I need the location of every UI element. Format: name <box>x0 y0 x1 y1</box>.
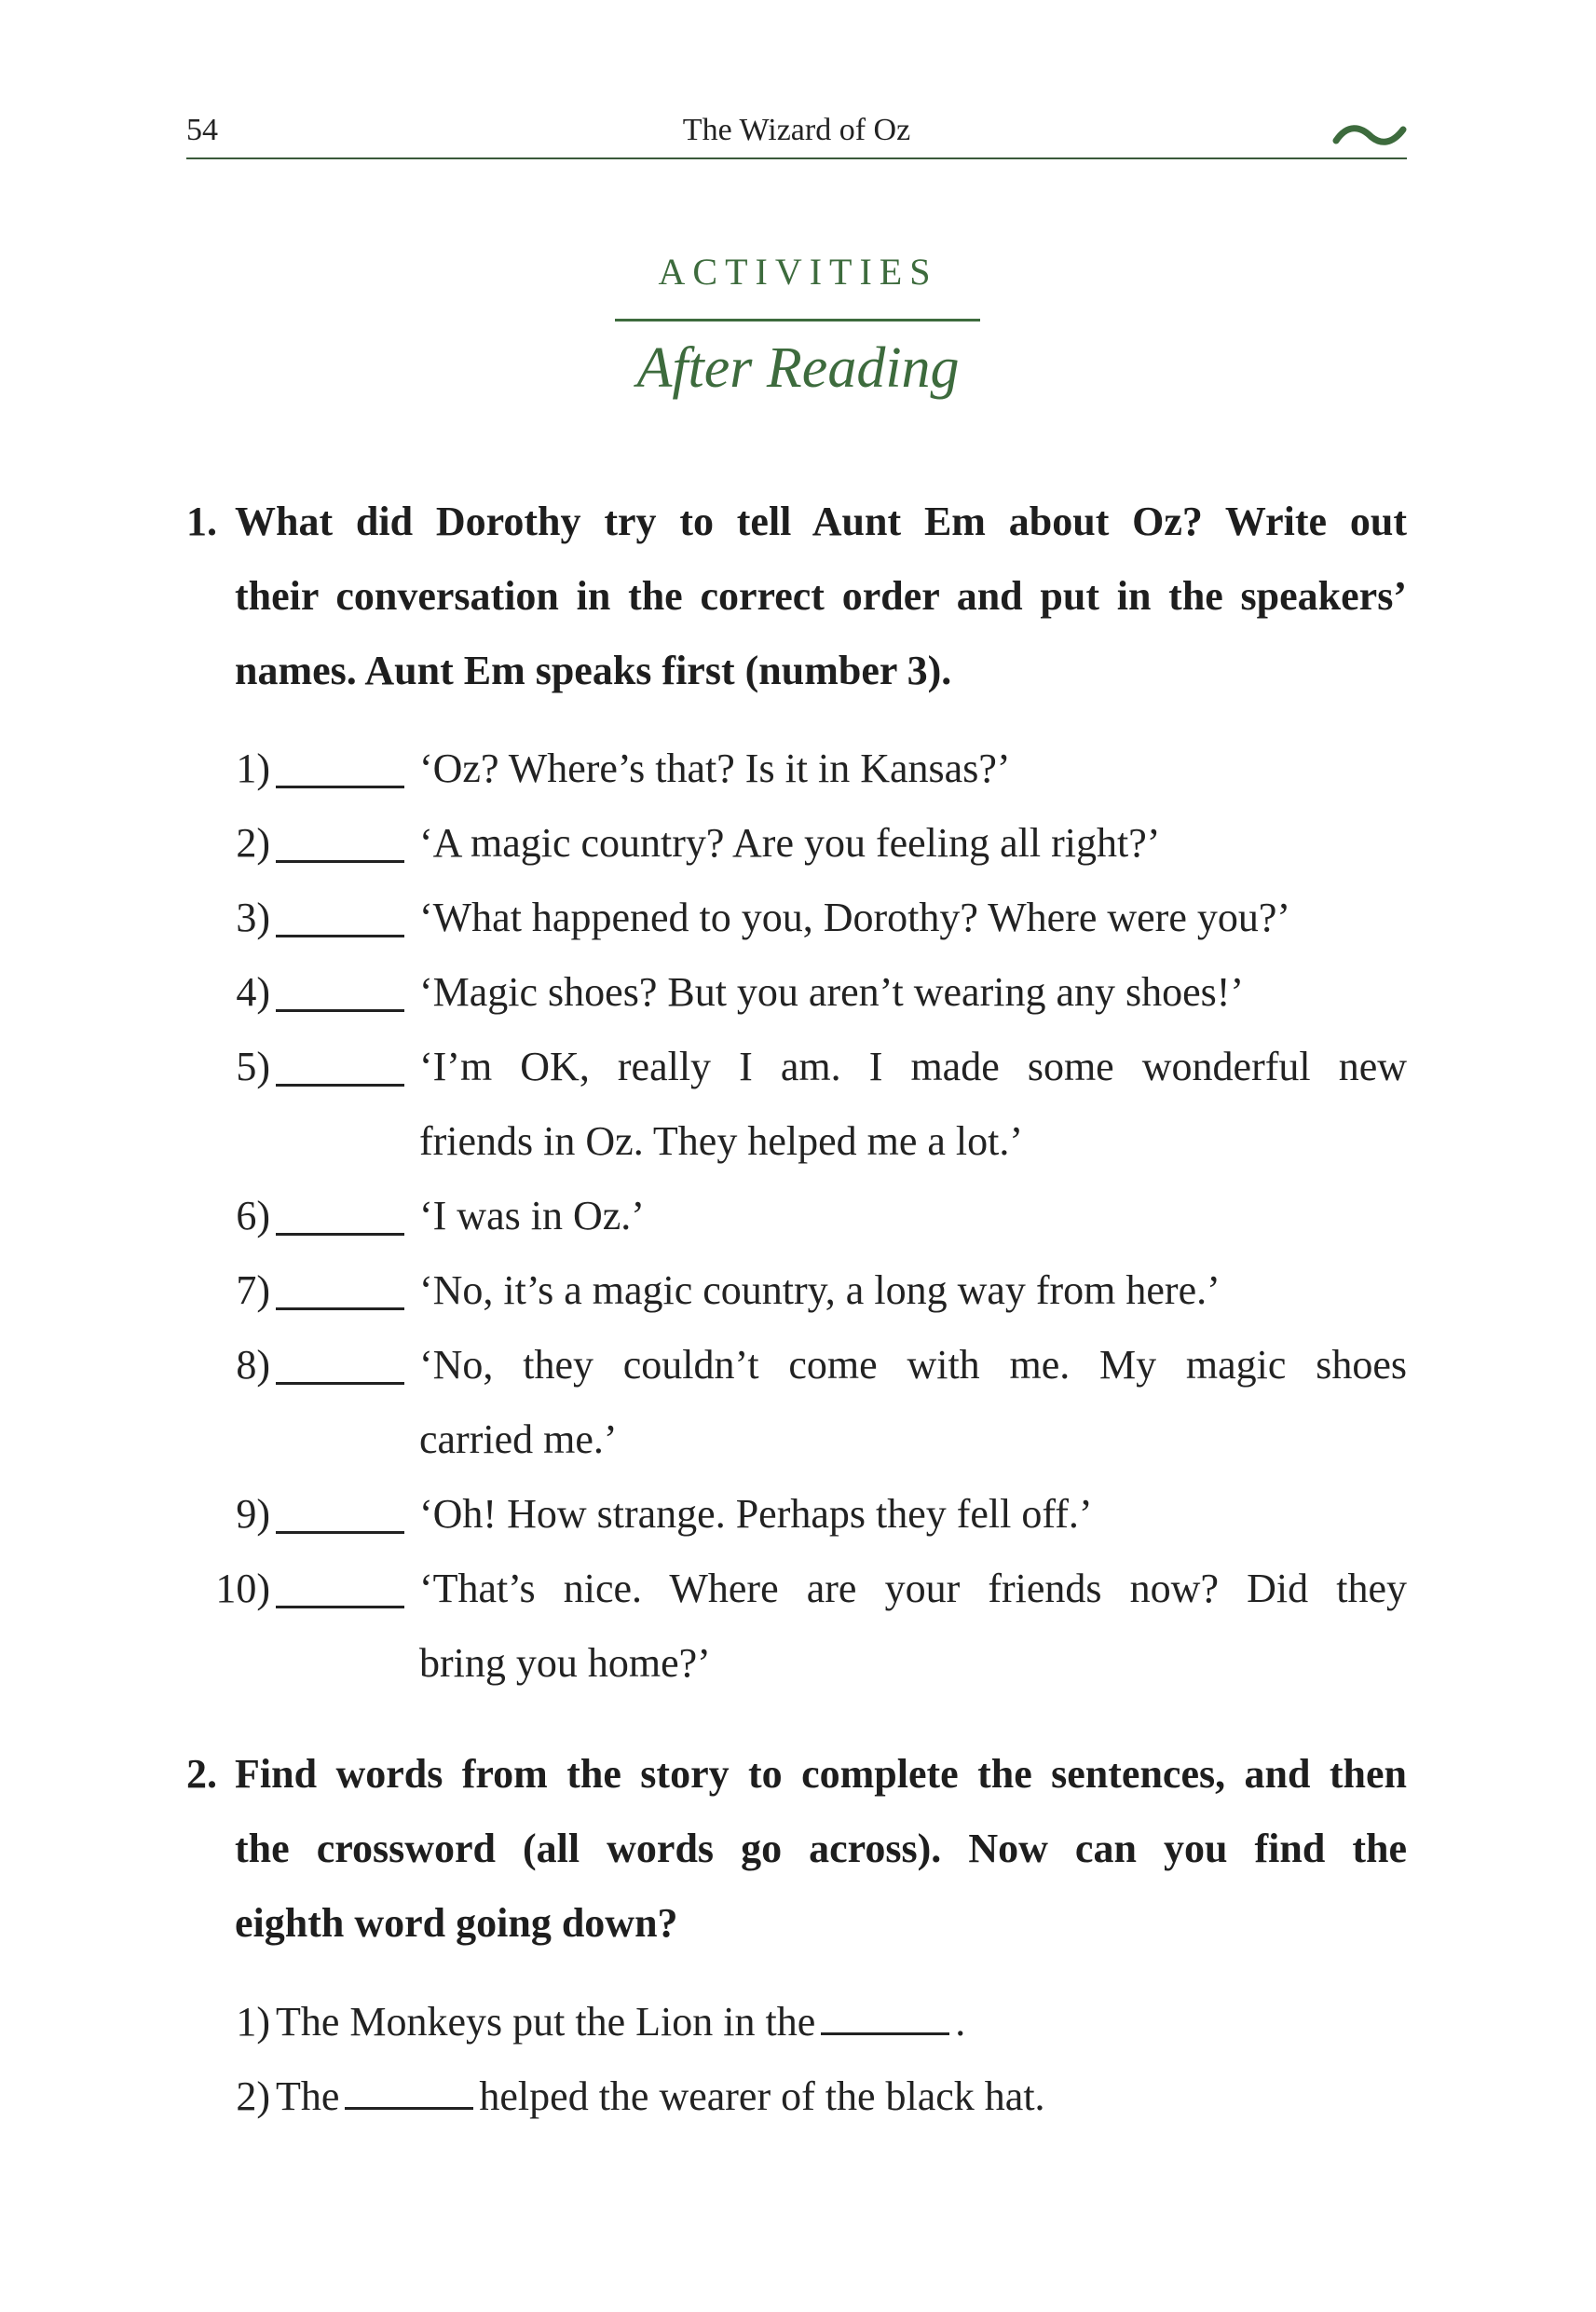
item-line: carried me.’ <box>419 1416 618 1462</box>
clue-text: helped the wearer of the black hat. <box>479 2073 1045 2119</box>
answer-blank[interactable] <box>276 1606 404 1608</box>
clue-text: . <box>955 1999 966 2045</box>
item-number: 4) <box>236 969 270 1015</box>
swash-ornament-icon <box>1332 116 1407 154</box>
item-text: ‘Oh! How strange. Perhaps they fell off.’ <box>419 1491 1093 1537</box>
clue-text: The Monkeys put the Lion in the <box>276 1999 816 2045</box>
item-number: 3) <box>236 895 270 940</box>
answer-blank[interactable] <box>276 1307 404 1310</box>
item-number: 5) <box>236 1044 270 1089</box>
item-number: 2) <box>236 820 270 866</box>
item-number: 10) <box>215 1566 270 1611</box>
answer-blank[interactable] <box>276 1233 404 1236</box>
header-rule <box>186 157 1407 159</box>
section-subheading: After Reading <box>636 336 960 400</box>
question-text <box>235 1737 1407 1961</box>
clue-text: The <box>276 2073 340 2119</box>
item-line: ‘That’s nice. Where are your friends now? Did they <box>419 1566 1407 1611</box>
item-number: 7) <box>236 1267 270 1313</box>
item-number: 8) <box>236 1342 270 1388</box>
answer-blank[interactable] <box>276 786 404 788</box>
running-header <box>186 107 1407 159</box>
question-text <box>235 485 1407 708</box>
item-number: 9) <box>236 1491 270 1537</box>
item-text: ‘I was in Oz.’ <box>419 1193 645 1238</box>
item-line: bring you home?’ <box>419 1640 711 1686</box>
question-line: their conversation in the correct order and put in the speakers’ <box>235 573 1407 619</box>
item-text <box>419 1552 1407 1701</box>
section-heading: ACTIVITIES <box>658 251 938 293</box>
question-line: Find words from the story to complete the sentences, and then <box>235 1751 1407 1797</box>
running-title: The Wizard of Oz <box>682 113 911 147</box>
item-text <box>419 1030 1407 1179</box>
question-line: What did Dorothy try to tell Aunt Em about Oz? Write out <box>235 499 1407 544</box>
question-number: 2. <box>186 1751 217 1797</box>
answer-blank[interactable] <box>345 2107 473 2110</box>
question-number: 1. <box>186 499 217 544</box>
item-text <box>276 1985 1407 2059</box>
question-2 <box>186 1737 1407 1961</box>
answer-blank[interactable] <box>276 1382 404 1385</box>
item-text: ‘Magic shoes? But you aren’t wearing any shoes!’ <box>419 969 1245 1015</box>
answer-blank[interactable] <box>821 2032 949 2035</box>
item-line: ‘No, they couldn’t come with me. My magic shoes <box>419 1342 1407 1388</box>
item-text: ‘A magic country? Are you feeling all right?’ <box>419 820 1161 866</box>
item-text <box>419 1328 1407 1477</box>
item-number: 2) <box>236 2073 270 2119</box>
question-line: names. Aunt Em speaks first (number 3). <box>235 648 952 693</box>
answer-blank[interactable] <box>276 1009 404 1012</box>
item-number: 1) <box>236 1999 270 2045</box>
item-line: ‘I’m OK, really I am. I made some wonderful new <box>419 1044 1407 1089</box>
answer-blank[interactable] <box>276 1531 404 1534</box>
question-line: the crossword (all words go across). Now can you find the <box>235 1826 1407 1871</box>
question-1 <box>186 485 1407 708</box>
page-number: 54 <box>186 113 218 147</box>
title-rule <box>615 319 980 321</box>
answer-blank[interactable] <box>276 860 404 863</box>
item-text: ‘No, it’s a magic country, a long way from here.’ <box>419 1267 1221 1313</box>
item-text: ‘Oz? Where’s that? Is it in Kansas?’ <box>419 746 1011 791</box>
question-line: eighth word going down? <box>235 1900 678 1946</box>
item-text: ‘What happened to you, Dorothy? Where were you?’ <box>419 895 1291 940</box>
item-number: 6) <box>236 1193 270 1238</box>
item-text <box>276 2059 1407 2134</box>
answer-blank[interactable] <box>276 935 404 937</box>
item-number: 1) <box>236 746 270 791</box>
item-line: friends in Oz. They helped me a lot.’ <box>419 1118 1023 1164</box>
answer-blank[interactable] <box>276 1084 404 1087</box>
